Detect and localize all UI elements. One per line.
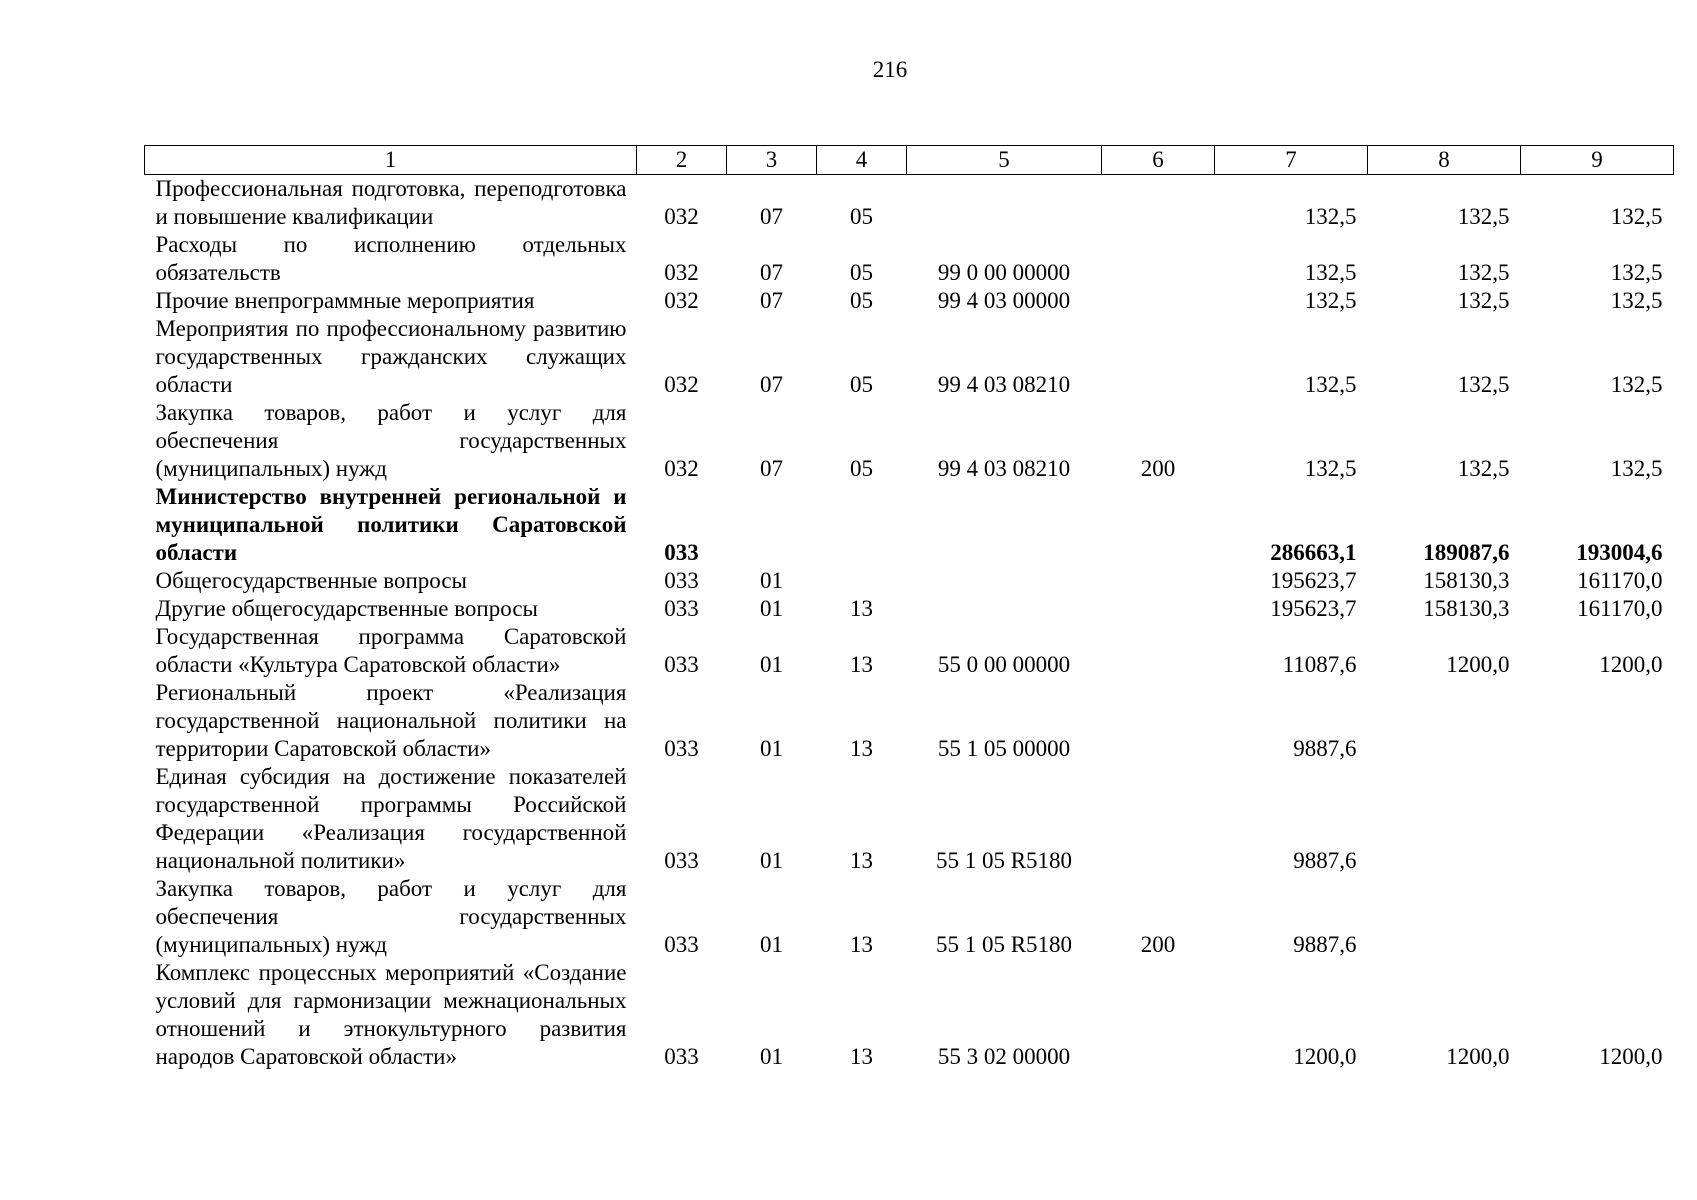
row-name-cell: Комплекс процессных мероприятий «Создание условий для гармонизации межнациональных отношений и этнокультурного развития народов Саратовской области» (155, 960, 627, 1069)
row-amount-col8-cell (1368, 875, 1521, 959)
row-admin-code-cell: 032 (664, 288, 699, 313)
table-row (145, 679, 1674, 763)
row-subsection-cell: 05 (850, 260, 873, 285)
row-subsection-cell (817, 483, 907, 567)
row-amount-col7-cell: 11087,6 (1282, 652, 1357, 677)
header-cell-col3: 3 (727, 146, 817, 175)
row-amount-col8-cell: 132,5 (1457, 288, 1510, 313)
row-admin-code-cell: 032 (664, 456, 699, 481)
row-section-cell (727, 483, 817, 567)
row-amount-col7-cell: 9887,6 (1293, 932, 1357, 957)
row-subsection-cell (817, 567, 907, 595)
row-target-item-cell: 99 4 03 08210 (937, 372, 1071, 397)
row-amount-col9-cell: 132,5 (1610, 456, 1663, 481)
row-subsection-cell: 13 (850, 848, 873, 873)
table-row (145, 287, 1674, 315)
row-target-item-cell (907, 175, 1102, 232)
table-row (145, 483, 1674, 567)
table-row (145, 959, 1674, 1071)
table-row (145, 231, 1674, 287)
row-amount-col9-cell: 1200,0 (1599, 1044, 1663, 1069)
row-section-cell: 01 (760, 568, 783, 593)
row-amount-col8-cell (1368, 679, 1521, 763)
header-cell-col6: 6 (1102, 146, 1215, 175)
row-amount-col8-cell: 1200,0 (1446, 1044, 1510, 1069)
row-amount-col8-cell: 158130,3 (1423, 568, 1510, 593)
row-amount-col7-cell: 132,5 (1304, 288, 1357, 313)
row-name-cell: Расходы по исполнению отдельных обязательств (155, 232, 627, 285)
row-section-cell: 07 (760, 372, 783, 397)
row-amount-col9-cell: 161170,0 (1577, 568, 1663, 593)
row-target-item-cell: 55 1 05 00000 (937, 736, 1071, 761)
row-expense-type-cell (1102, 763, 1215, 875)
header-cell-col5: 5 (907, 146, 1102, 175)
row-amount-col9-cell: 132,5 (1610, 204, 1663, 229)
header-cell-col9: 9 (1521, 146, 1674, 175)
row-amount-col9-cell (1521, 763, 1674, 875)
row-expense-type-cell (1102, 567, 1215, 595)
row-section-cell: 01 (760, 1044, 783, 1069)
row-section-cell: 07 (760, 288, 783, 313)
table-body (145, 175, 1674, 1072)
row-name-cell: Единая субсидия на достижение показателей государственной программы Российской Федерации «Реализация государственной национальной политики» (155, 764, 627, 873)
row-subsection-cell: 13 (850, 736, 873, 761)
table-row (145, 399, 1674, 483)
row-name-cell: Закупка товаров, работ и услуг для обеспечения государственных (муниципальных) нужд (155, 876, 627, 957)
row-target-item-cell (907, 567, 1102, 595)
row-admin-code-cell: 033 (664, 596, 699, 621)
row-expense-type-cell (1102, 959, 1215, 1071)
row-amount-col7-cell: 132,5 (1304, 456, 1357, 481)
row-amount-col9-cell: 132,5 (1610, 372, 1663, 397)
row-target-item-cell: 55 0 00 00000 (937, 652, 1071, 677)
row-amount-col9-cell: 193004,6 (1576, 540, 1663, 565)
row-admin-code-cell: 032 (664, 260, 699, 285)
row-subsection-cell: 13 (850, 932, 873, 957)
row-name-cell: Мероприятия по профессиональному развитию государственных гражданских служащих области (155, 316, 627, 397)
row-target-item-cell: 99 0 00 00000 (937, 260, 1071, 285)
header-cell-col2: 2 (637, 146, 727, 175)
row-expense-type-cell: 200 (1140, 456, 1176, 481)
row-amount-col8-cell: 189087,6 (1423, 540, 1510, 565)
row-name-cell: Другие общегосударственные вопросы (155, 596, 538, 621)
row-amount-col8-cell: 132,5 (1457, 456, 1510, 481)
row-target-item-cell: 55 1 05 R5180 (935, 848, 1073, 873)
row-section-cell: 01 (760, 848, 783, 873)
row-admin-code-cell: 032 (664, 204, 699, 229)
header-cell-col1: 1 (145, 146, 637, 175)
row-target-item-cell (907, 483, 1102, 567)
row-amount-col8-cell: 132,5 (1457, 372, 1510, 397)
table-row (145, 567, 1674, 595)
row-section-cell: 01 (760, 736, 783, 761)
row-name-cell: Министерство внутренней региональной и муниципальной политики Саратовской области (155, 484, 627, 565)
row-expense-type-cell (1102, 315, 1215, 399)
row-section-cell: 07 (760, 204, 783, 229)
row-name-cell: Государственная программа Саратовской области «Культура Саратовской области» (155, 624, 627, 677)
row-name-cell: Общегосударственные вопросы (155, 568, 467, 593)
row-amount-col9-cell (1521, 679, 1674, 763)
row-amount-col7-cell: 1200,0 (1293, 1044, 1357, 1069)
table-row (145, 763, 1674, 875)
row-amount-col7-cell: 195623,7 (1270, 568, 1357, 593)
row-subsection-cell: 05 (850, 456, 873, 481)
row-expense-type-cell (1102, 679, 1215, 763)
row-amount-col7-cell: 132,5 (1304, 372, 1357, 397)
table-row (145, 175, 1674, 232)
row-target-item-cell: 55 1 05 R5180 (935, 932, 1073, 957)
budget-table (144, 145, 1674, 1071)
row-admin-code-cell: 033 (664, 540, 699, 565)
row-expense-type-cell (1102, 287, 1215, 315)
row-admin-code-cell: 033 (664, 848, 699, 873)
row-amount-col9-cell: 132,5 (1610, 260, 1663, 285)
row-target-item-cell: 99 4 03 00000 (937, 288, 1071, 313)
header-cell-col7: 7 (1215, 146, 1368, 175)
table-row (145, 595, 1674, 623)
row-expense-type-cell (1102, 623, 1215, 679)
row-section-cell: 07 (760, 260, 783, 285)
row-amount-col8-cell: 132,5 (1457, 260, 1510, 285)
row-amount-col8-cell: 132,5 (1457, 204, 1510, 229)
row-expense-type-cell (1102, 483, 1215, 567)
row-expense-type-cell (1102, 231, 1215, 287)
row-subsection-cell: 05 (850, 288, 873, 313)
header-cell-col4: 4 (817, 146, 907, 175)
table-row (145, 875, 1674, 959)
row-target-item-cell: 55 3 02 00000 (937, 1044, 1071, 1069)
row-subsection-cell: 05 (850, 372, 873, 397)
table-row (145, 623, 1674, 679)
row-expense-type-cell: 200 (1140, 932, 1176, 957)
row-amount-col7-cell: 9887,6 (1293, 848, 1357, 873)
row-section-cell: 01 (760, 596, 783, 621)
row-target-item-cell (907, 595, 1102, 623)
row-amount-col9-cell: 1200,0 (1599, 652, 1663, 677)
row-subsection-cell: 05 (850, 204, 873, 229)
row-amount-col7-cell: 132,5 (1304, 260, 1357, 285)
row-name-cell: Прочие внепрограммные мероприятия (155, 288, 535, 313)
row-subsection-cell: 13 (850, 652, 873, 677)
row-expense-type-cell (1102, 175, 1215, 232)
row-amount-col9-cell (1521, 875, 1674, 959)
row-section-cell: 01 (760, 932, 783, 957)
row-amount-col7-cell: 195623,7 (1270, 596, 1357, 621)
row-subsection-cell: 13 (850, 596, 873, 621)
row-admin-code-cell: 033 (664, 932, 699, 957)
row-amount-col7-cell: 132,5 (1304, 204, 1357, 229)
table-row (145, 315, 1674, 399)
row-admin-code-cell: 033 (664, 652, 699, 677)
row-section-cell: 01 (760, 652, 783, 677)
row-name-cell: Профессиональная подготовка, переподготовка и повышение квалификации (155, 176, 627, 229)
header-row (145, 146, 1674, 175)
row-expense-type-cell (1102, 595, 1215, 623)
row-admin-code-cell: 032 (664, 372, 699, 397)
header-cell-col8: 8 (1368, 146, 1521, 175)
row-amount-col7-cell: 9887,6 (1293, 736, 1357, 761)
row-admin-code-cell: 033 (664, 1044, 699, 1069)
row-admin-code-cell: 033 (664, 568, 699, 593)
page-number: 216 (872, 57, 908, 82)
row-name-cell: Региональный проект «Реализация государственной национальной политики на территории Саратовской области» (155, 680, 627, 761)
row-section-cell: 07 (760, 456, 783, 481)
row-amount-col9-cell: 161170,0 (1577, 596, 1663, 621)
row-amount-col8-cell: 158130,3 (1423, 596, 1510, 621)
row-amount-col8-cell (1368, 763, 1521, 875)
table-header (145, 146, 1674, 175)
row-amount-col9-cell: 132,5 (1610, 288, 1663, 313)
row-amount-col8-cell: 1200,0 (1446, 652, 1510, 677)
row-target-item-cell: 99 4 03 08210 (937, 456, 1071, 481)
row-subsection-cell: 13 (850, 1044, 873, 1069)
row-name-cell: Закупка товаров, работ и услуг для обеспечения государственных (муниципальных) нужд (155, 400, 627, 481)
row-amount-col7-cell: 286663,1 (1270, 540, 1357, 565)
row-admin-code-cell: 033 (664, 736, 699, 761)
